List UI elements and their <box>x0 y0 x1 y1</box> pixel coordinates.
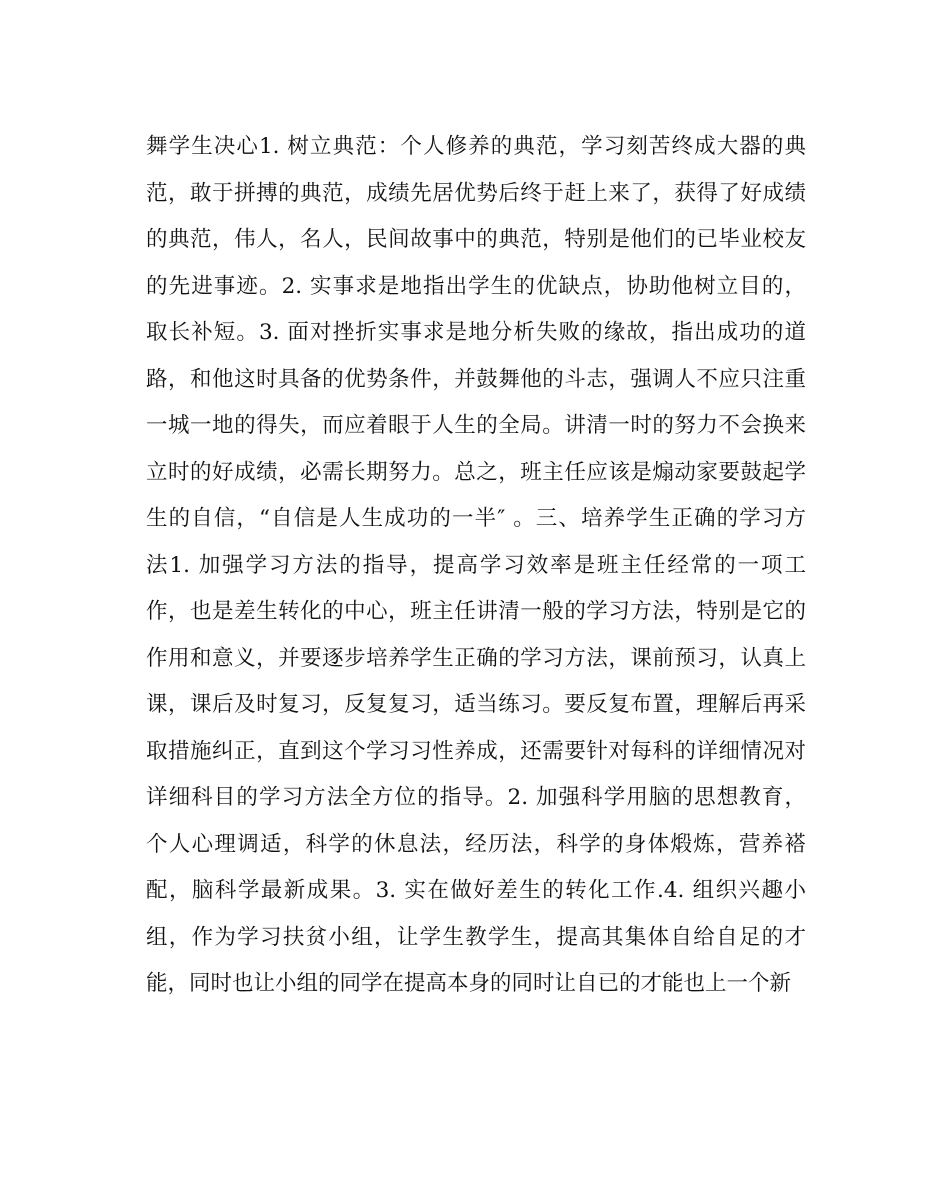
text-line: 作，也是差生转化的中心，班主任讲清一般的学习方法，特别是它的 <box>146 599 806 624</box>
text-line: 取长补短。3. 面对挫折实事求是地分析失败的缘故，指出成功的道 <box>146 320 806 345</box>
text-line: 范，敢于拼搏的典范，成绩先居优势后终于赶上来了，获得了好成绩 <box>146 180 806 206</box>
text-line: 的典范，伟人，名人，民间故事中的典范，特别是他们的已毕业校友 <box>146 227 806 252</box>
text-line: 个人心理调适，科学的休息法，经历法，科学的身体煅炼，营养褡 <box>146 831 806 857</box>
text-line: 生的自信，“自信是人生成功的一半″ 。三、培养学生正确的学习方 <box>146 506 806 531</box>
text-line: 作用和意义，并要逐步培养学生正确的学习方法，课前预习，认真上 <box>146 645 806 671</box>
text-line: 立时的好成绩，必需长期努力。总之，班主任应该是煽动家要鼓起学 <box>146 459 806 485</box>
body-text <box>146 124 806 1008</box>
text-line: 课，课后及时复习，反复复习，适当练习。要反复布置，理解后再采 <box>146 692 806 717</box>
text-line: 一城一地的得失，而应着眼于人生的全局。讲清一时的努力不会换来 <box>146 413 806 438</box>
text-line: 舞学生决心1. 树立典范：个人修养的典范，学习刻苦终成大器的典 <box>146 134 806 159</box>
text-line: 的先进事迹。2. 实事求是地指出学生的优缺点，协助他树立目的， <box>146 273 806 299</box>
text-line: 组，作为学习扶贫小组，让学生教学生，提高其集体自给自足的才 <box>146 924 806 950</box>
text-line: 配，脑科学最新成果。3. 实在做好差生的转化工作.4. 组织兴趣小 <box>146 878 806 903</box>
text-line: 取措施纠正，直到这个学习习性养成，还需要针对每科的详细情况对 <box>146 738 806 764</box>
text-line: 详细科目的学习方法全方位的指导。2. 加强科学用脑的思想教育， <box>146 785 806 810</box>
text-line: 能，同时也让小组的同学在提高本身的同时让自已的才能也上一个新 <box>146 971 792 996</box>
text-line: 法1. 加强学习方法的指导，提高学习效率是班主任经常的一项工 <box>146 552 806 578</box>
text-line: 路，和他这时具备的优势条件，并鼓舞他的斗志，强调人不应只注重 <box>146 366 806 392</box>
